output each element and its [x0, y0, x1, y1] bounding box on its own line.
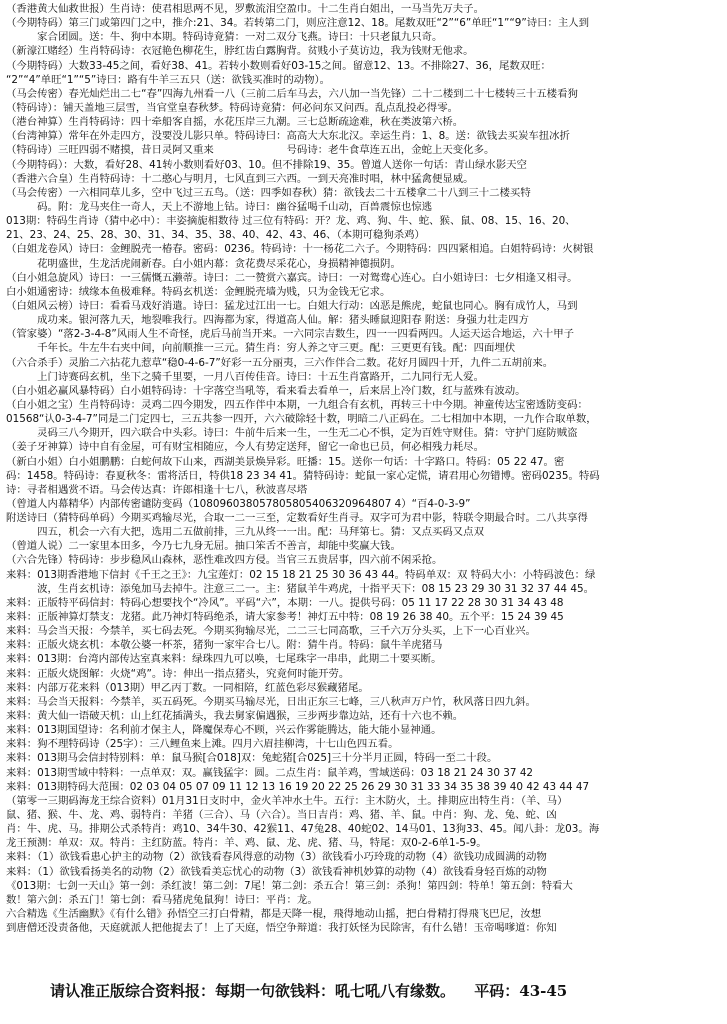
text-line: （香港黄大仙救世报）生肖诗：使君相思两不见，罗敷流泪空盈巾。十二生肖白姐出，一马当先万夫子。: [6, 3, 484, 15]
text-line: 01568“认0-3-4-7”同是二门定四七，三五共参一四开，六六破除轻十数，明暗二八正码在。二七相加中本期，一九作合取单数，: [6, 413, 597, 426]
text-line: 码：1458。特码诗：春夏秋冬：雷将活日，特供18 23 34 41。猜特码诗：蛇鼠一家心定慌，请君用心勿错博。密码0235。特码: [6, 469, 600, 482]
text-line: （姜子牙神算）诗中自有金屋，可有财宝相随应，今人有势定送拜，留它一命也已员，何必相残力耗尽。: [6, 441, 484, 454]
text-line: 来料：013期雪域中特料：一点单双：双。赢钱猛字：圆。二点生肖：鼠羊鸡，雪域送码：03 18 21 24 30 37 42: [6, 766, 534, 779]
text-line: 附送诗曰（猜特码单码）今期买鸡输尽光，合取一二一三至，定数看好生肖寻。双字可为君中影，特联令期最合时。二八共享得: [6, 512, 588, 525]
document-body: [6, 2, 718, 940]
text-line: 013期：特码生肖诗（猜中必中）：丰姿摘旎相数待 过三位有特码：开？龙、鸡、狗、牛、蛇、猴、鼠、08、15、16、20、: [6, 215, 576, 228]
text-line: 家合团圆。送：牛、狗中本期。特码诗竟猜：一对二双分飞燕。诗曰：十只老鼠九只奇。: [6, 31, 443, 44]
text-line: 白小姐通密诗：绒缘本鱼极难释。特码玄机送：金鲤脱壳墙为贱，只为金钱无它求。: [6, 285, 391, 298]
text-line: （马会传密）一六相同草儿多，空中飞过三五鸟。（送：四季如春秋）猜：欲钱去二十五楼拿二十八到三十二楼买特: [6, 186, 531, 199]
text-line: 来料：正版火烧图解：火烧“鸡”。诗：伸出一指点猪头，究竟何时能开劳。: [6, 667, 350, 680]
text-line: 成功来。银河落九天，地裂唯我行。四海都为家，得道高人仙。解：猪头睡鼠迎阳春 附送：身强力壮走四方: [6, 314, 529, 327]
text-line: （曾道人说）二一家里本田多，今乃七九身无屈。抽口笨舌不善言，却能中奖赢大钱。: [6, 540, 401, 553]
text-line: 来料：（1）欲钱看扬美名的动物（2）欲钱看美忘忧心的动物（3）欲钱看神机妙算的动物（4）欲钱看身轻百炼的动物: [6, 865, 547, 878]
footer-code-label: 平码：: [474, 982, 520, 1000]
text-line: 千年长。牛左牛右夹中间，向前顺推一三元。猜生肖：穷人养之守三更。配：三更更有钱。配：四面埋伏: [6, 342, 516, 355]
text-line: （台湾神算）常年在外走四方，没要没儿影只单。特码诗曰：高高大大东北汉。幸运生肖：1、8。送：欲钱去买炭车扭冰折: [6, 130, 570, 143]
text-line: 21、23、24、25、28、30、31、34、35、38、40、42、43、46、（本期可稳狗杀鸡）: [6, 229, 425, 242]
text-line: 来料：黄大仙一语破天机：山上红花插满头，我去舅家偏遇猴，三步两步靠边站，还有十六也不赖。: [6, 710, 464, 723]
text-line: （新白小姐）白小姐鹏鹏：白蛇何故下山来，西湖美景焕异彩。旺播：15。送你一句话：十字路口。特码：05 22 47。密: [6, 455, 565, 468]
text-line: “2”“4”单旺“1”“5”诗曰：路有牛羊三五只（送：欲钱买准时的动物）。: [6, 73, 331, 86]
text-line: 波，生肖玄机诗：添兔加马去掉牛。注意三二一。主：猪鼠羊牛鸡虎，十指平天下：08 15 23 29 30 31 32 37 44 45。: [6, 582, 594, 595]
text-line: 《013期：七剑一天山》第一剑：杀红波！第二剑：7尾！第二剑：杀五合！第三剑：杀狗！第四剑：特单！第五剑：特看大: [6, 879, 573, 892]
text-line: （曾道人内幕精华）内部传密谴防变码（108096038057805805406320964807 4）“百4-0-3-9”: [6, 497, 471, 510]
text-line: （第零一三期码海龙王综合资料）01月31日支时中，金火羊冲水土牛。五行：主木防火，土。排期应出特生肖：（羊、马）: [6, 794, 568, 807]
text-line: 来料：正版特平码信封：特码心想要找个“冷风”。平码“六”，本期：一八。提供号码：05 11 17 22 28 30 31 34 43 48: [6, 596, 564, 609]
text-line: 来料：狗不理特码诗（25字）：三八鲤鱼来上滩。四月六眉挂柳湾，十七山色四五看。: [6, 738, 399, 751]
text-line: 来料：013期马会信封特别料：单：鼠马猴[合018]双：兔蛇猪[合025]三十分半月正圆，特码一至二十段。: [6, 752, 498, 765]
text-line: （白姐龙卷风）诗曰：金鲤脱壳一椿春。密码：0236。特码诗：十一杨花二六子。今期特码：四四紧相追。白姐特码诗：火树银: [6, 243, 594, 256]
text-line: （白小姐之宝）生肖特码诗：灵鸡二四今期发，四五作伴中本期，一九组合有玄机，再转三十中今期。神童传达宝密透防变码：: [6, 398, 588, 411]
text-line: （特码诗）：铺天盖地三层雪，当官堂皇春秋梦。特码诗竟猜：何必问东又问西。乱点乱投必得零。: [6, 101, 458, 114]
text-line: （新濠江赌经）生肖特码诗：衣冠艳色柳花生，脖红齿白露胸背。贫贱小子莫访边，我为钱财无他求。: [6, 45, 474, 58]
text-line: 来料：013期香港地下信封《千王之王》：九宝莲灯：02 15 18 21 25 30 36 43 44。特码单双：双 特码大小：小特码波色：绿: [6, 568, 596, 581]
text-line: 来料：013期：台湾内部传达室真来料：绿珠四九可以唤，七尾珠字一串串，此期二十要买断。: [6, 653, 442, 666]
text-line: （马会传密）春光灿烂出二七“春”四海九州看一八（三前二后车马去，六八加一当先锋）二十二楼到二十七楼转三十五楼看狗: [6, 87, 578, 100]
text-line: （香港六合皇）生肖特码诗：十二憨心与明月，七风直到三六西。一到天亮准时唱，林中猛禽便显威。: [6, 172, 474, 185]
text-line: 数！第六剑：杀五门！第七剑：看马猪虎兔鼠狗！诗曰：平肖：龙。: [6, 893, 318, 906]
text-line: （六合杀手）灵胎二六拈花九惹草“稳0-4-6-7”好彩一五分丽夷，三六作伴合二数。花好月圆四十开，九件二五胡前来。: [6, 356, 554, 369]
text-line: 花明盛世，生龙活虎闹新春。白小姐内幕：贪花费尽采花心，身损精神德损阴。: [6, 257, 401, 270]
text-line: 来料：内部万花来料（013期）甲乙丙丁数。一同相陪，红蓝色彩尽猴藏猪尾。: [6, 681, 369, 694]
text-line: 灵码三八今期开，四六联合中头彩。诗曰：牛前牛后来一生，一生无二心不惧，定为百姓守财佳。猜：守护门庭防贼盗: [6, 427, 578, 440]
text-line: 肖：牛、虎、马。排期公式杀特肖：鸡10、34牛30、42猴11、47兔28、40蛇02、14马01、13狗33、45。闻八卦：龙03。海: [6, 823, 600, 836]
footer-slogan: 请认准正版综合资料报：每期一句欲钱料：吼七吼八有缘数。: [50, 982, 456, 1000]
text-line: （特码诗）三旺四弱不赌摸，昔日灵阿又重来 号码诗：老牛食草连五出，金蛇上天变化多。: [6, 144, 495, 157]
text-line: 来料：马会当天报：今禁羊，买七码去死。今期买狗输尽光，二二三七同高歌，三千六万分头买，上下一心百业兴。: [6, 625, 536, 638]
text-line: （今期特码）第三门或第四门之中，推介:21、34。若转第二门，则应注意12、18。尾数双旺“2”“6”单旺“1”“9”诗曰：主人到: [6, 17, 590, 30]
text-line: 来料：马会当天报料：今禁羊，买五码死。今期买马输尽光，日出正东三七峰，三八秋声万户竹，秋风落日四九斜。: [6, 695, 536, 708]
text-line: 来料：013期国望诗：名利前才保主人，降魔保寿心不顾，兴云作雾能腾达，能大能小显神通。: [6, 724, 442, 737]
text-line: 到唐僧还没责备他，天庭就派人把他捉去了！上了天庭，悟空争辩道：我打妖怪为民除害，有什么错！玉帝喝嗲道：你知: [6, 922, 557, 935]
text-line: 龙王预测：单双：双。特肖：主红防蓝。特肖：羊、鸡、鼠、龙、虎、猪、马，特尾：双0-2-6单1-5-9。: [6, 837, 487, 850]
text-line: 来料：013期特码大范围：02 03 04 05 07 09 11 12 13 16 19 20 22 25 26 29 30 31 33 34 35 38 39 40 42 43 44 47: [6, 780, 590, 793]
text-line: （港台神算）生肖特码诗：四十牵船客自摇，水花压岸三九潮。三七总断疏途难，秋在类波第六桥。: [6, 116, 464, 129]
text-line: 来料：（1）欲钱看患心护主的动物（2）欲钱看春风得意的动物（3）欲钱看小巧玲珑的动物（4）欲钱功成圆满的动物: [6, 851, 547, 864]
text-line: 码。附：龙马夹住一奇人，天上不游地上钻。诗曰：幽谷猛喝千山动，百兽震惊也惊逃: [6, 200, 433, 213]
text-line: （六合先锋）特码诗：步步稳风山森林，恶性难改四方侵。当官三五贵居事，四六前不闲采抢。: [6, 554, 443, 567]
text-line: （今期特码）：大数，看好28、41转小数则看好03、10。但不排除19、35。曾道人送你一句话：青山绿水影天空: [6, 158, 527, 171]
text-line: 上门诗赛码玄机，坐下之骑千里要，一月八百传佳音。诗曰：十五生肖富路开，二九同行无人爱。: [6, 370, 484, 383]
text-line: 四五，机会一六有大把，选用二五做前排，三九从终一一出。配：马拜第七。猜：又点买码又点双: [6, 526, 484, 539]
text-line: 六合精选《生活幽默》《有什么错》孙悟空三打白骨精，都是天降一棍，飛得地动山摇，把白骨精打得飛飞巴尼，汝想: [6, 908, 542, 920]
text-line: 来料：正版神算灯禁支：龙猪。此乃神灯特码绝杀，请大家参考！神灯五中特：08 19 26 38 40。五个平：15 24 39 45: [6, 611, 564, 624]
footer-code-value: 43-45: [519, 982, 568, 1000]
text-line: 诗：寻者相遇赏不语。马会传达真：许郎相逢十七八，秋波喜尽塔: [6, 483, 308, 496]
text-line: （今期特码）大数33-45之间，看好38、41。若转小数则看好03-15之间。留意12、13。不排除27、36，尾数双旺：: [6, 59, 551, 72]
text-line: （白小姐必赢风暴特码）白小姐特码诗：十字落空当吼等，看来看去看单一，后来居上冷门数，红与蓝殊有波动。: [6, 384, 526, 397]
footer-banner: [50, 980, 710, 1001]
text-line: （白小姐急旋风）诗曰：一三儒慨五濑蒂。诗曰：二一赞赏六嘉宾。诗曰：一对鸳鸯心连心。白小姐诗曰：七夕相逢又相寻。: [6, 271, 578, 284]
text-line: （白姐风云榜）诗曰：看看马戏好消遣。诗曰：猛龙过江出一七。白姐大行动：凶恶是熊虎，蛇鼠也同心。胸有成竹人，马到: [6, 299, 578, 312]
text-line: 来料：正版火烧玄机：本敬公婆一杯茶，猪狗一家牢合七八。附：猜牛肖。特码：鼠牛羊虎猪马: [6, 639, 443, 652]
text-line: （管家婆）“落2-3-4-8”风雨人生不奇怪，虎后马前当开来。一六同宗吉数生，四一一四看两四。人运天运合地运，六十甲子: [6, 328, 574, 341]
text-line: 鼠、猪、猴、牛、龙、鸡、弱特肖：羊猪（三合）、马（六合）。当日吉肖：鸡、猪、羊、鼠。中肖：狗、龙、兔、蛇、凶: [6, 809, 557, 822]
